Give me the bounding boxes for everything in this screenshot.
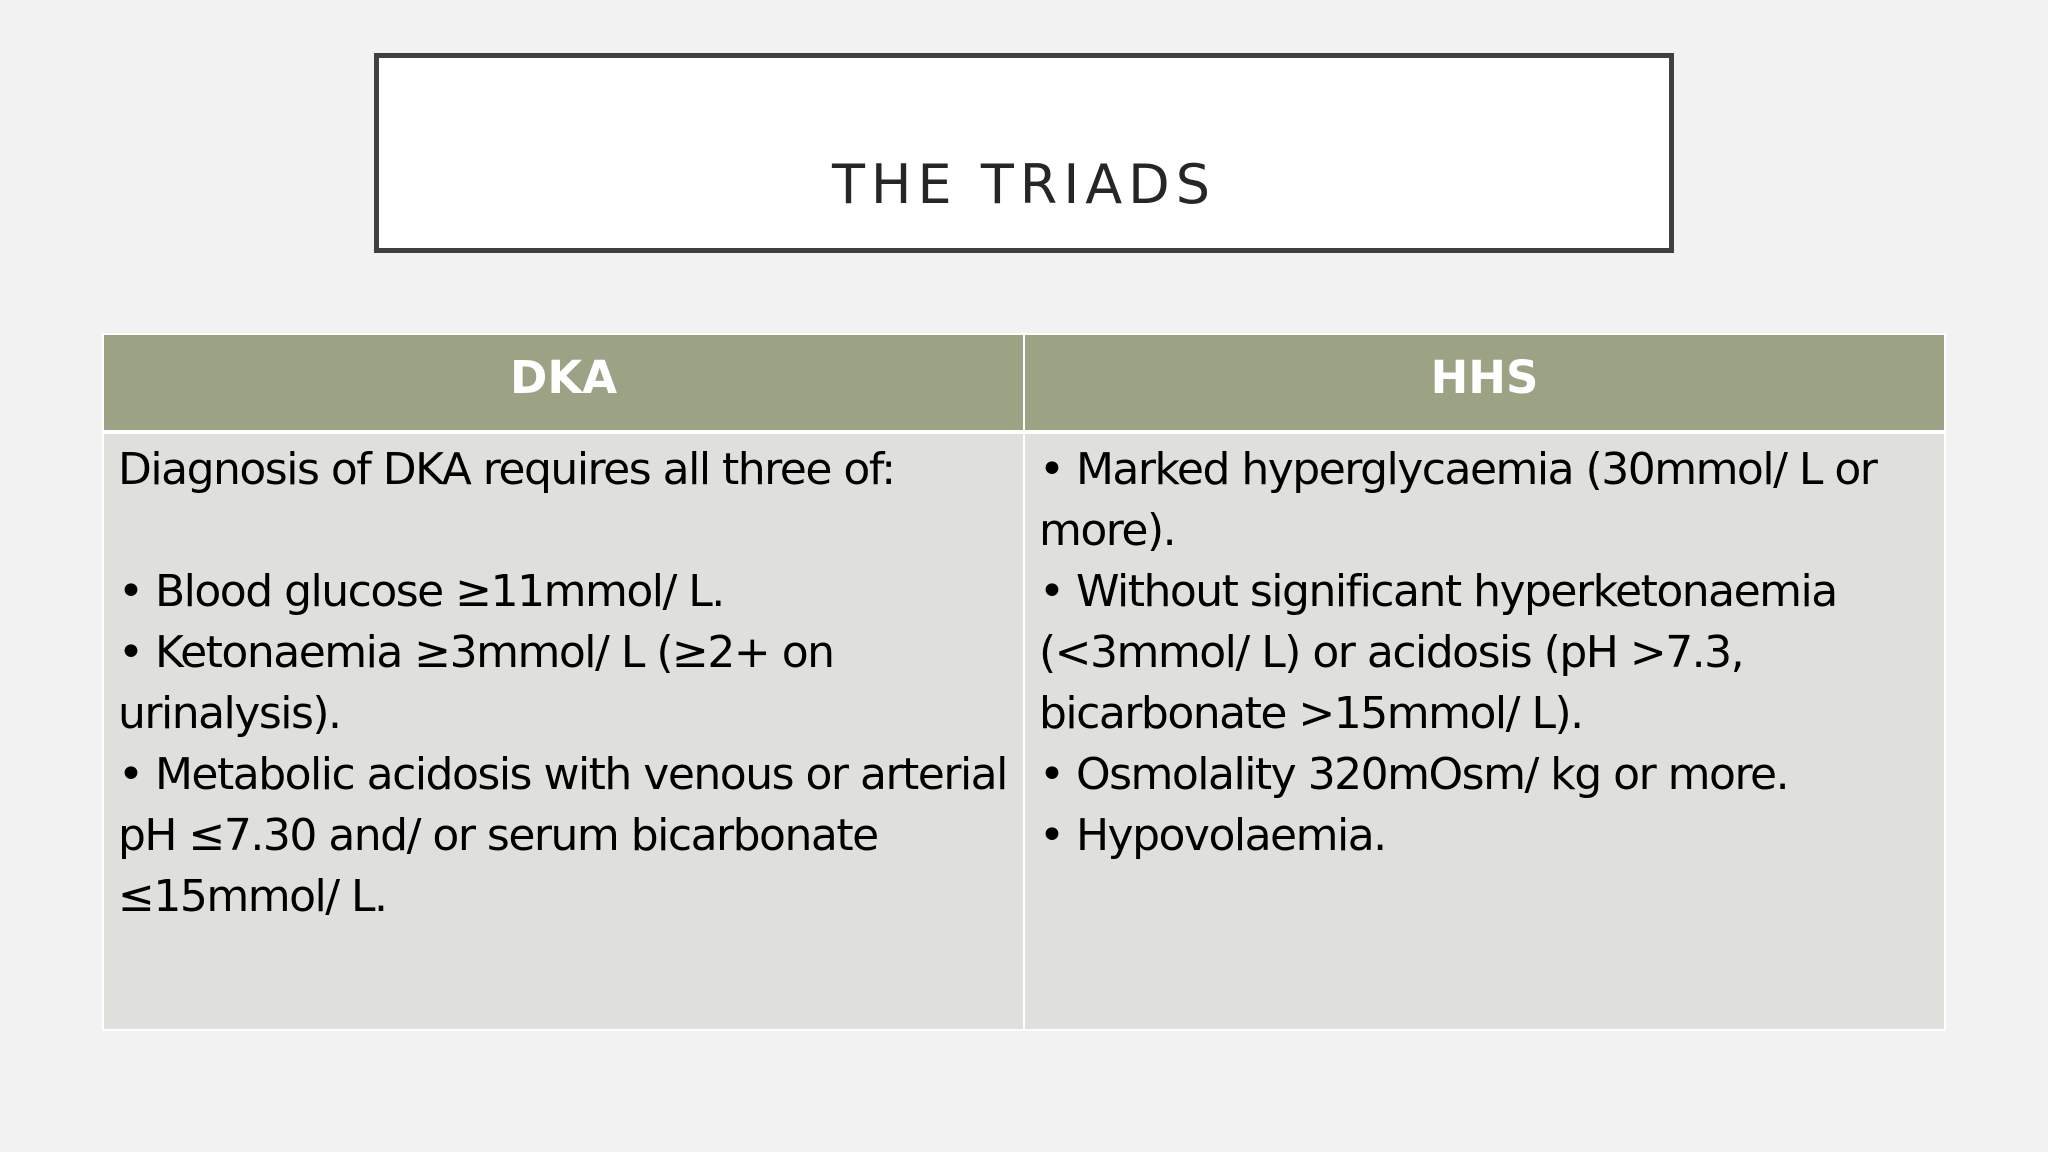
hhs-header: HHS [1025,335,1944,430]
slide-title: THE TRIADS [831,153,1217,216]
hhs-criteria: • Marked hyperglycaemia (30mmol/ L or more). • Without significant hyperketonaemia (<3mmol/ L) or acidosis (pH >7.3, bicarbonate >15mmol/ L). • Osmolality 320mOsm/ kg or more. • Hypovolaemia. [1025,434,1944,1029]
dka-header: DKA [104,335,1023,430]
triads-table [102,333,1946,1031]
hhs-column [1025,333,1944,1031]
dka-criteria: Diagnosis of DKA requires all three of: • Blood glucose ≥11mmol/ L. • Ketonaemia ≥3mmol/ L (≥2+ on urinalysis). • Metabolic acidosis with venous or arterial pH ≤7.30 and/ or serum bicarbonate ≤15mmol/ L. [104,434,1023,1029]
title-box [374,53,1674,253]
dka-column [104,333,1023,1031]
